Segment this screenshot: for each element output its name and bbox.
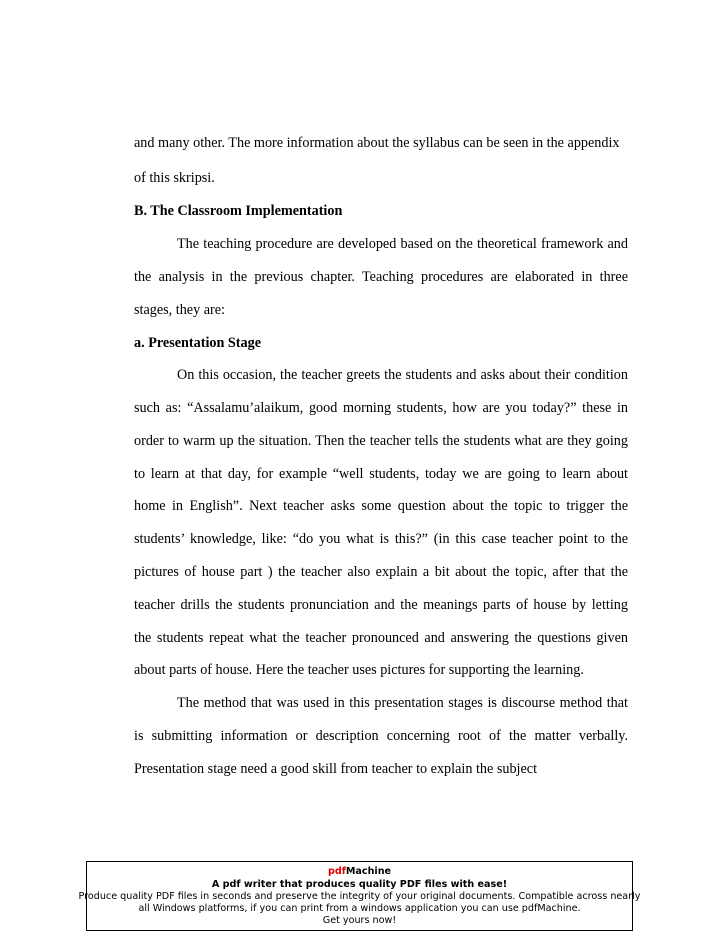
body-line: order to warm up the situation. Then the teacher tells the students what are they going: [134, 433, 628, 449]
body-line: about parts of house. Here the teacher uses pictures for supporting the learning.: [134, 662, 584, 678]
body-line: The teaching procedure are developed based on the theoretical framework and: [177, 236, 628, 252]
footer-cta: Get yours now!: [322, 915, 397, 926]
subsection-heading: a. Presentation Stage: [134, 335, 262, 351]
body-line: to learn at that day, for example “well students, today we are going to learn about: [134, 466, 628, 482]
body-line: home in English”. Next teacher asks some question about the topic to trigger the: [134, 498, 628, 514]
body-line: teacher drills the students pronunciation and the meanings parts of house by letting: [134, 597, 628, 613]
body-line: such as: “Assalamu’alaikum, good morning students, how are you today?” these in: [134, 400, 628, 416]
body-line: the analysis in the previous chapter. Teaching procedures are elaborated in three: [134, 269, 628, 285]
body-line: The method that was used in this presentation stages is discourse method that: [177, 695, 628, 711]
section-heading: B. The Classroom Implementation: [134, 203, 343, 219]
body-line: and many other. The more information about the syllabus can be seen in the appendix: [134, 135, 620, 151]
footer-tagline: A pdf writer that produces quality PDF files with ease!: [211, 879, 508, 890]
body-line: stages, they are:: [134, 302, 225, 318]
body-line: the students repeat what the teacher pronounced and answering the questions given: [134, 630, 628, 646]
body-line: pictures of house part ) the teacher also explain a bit about the topic, after that the: [134, 564, 628, 580]
pdfmachine-footer-box: [78, 861, 641, 931]
brand-pdf-text: pdf: [327, 866, 346, 877]
body-line: of this skripsi.: [134, 170, 215, 186]
body-line: Presentation stage need a good skill from teacher to explain the subject: [134, 761, 538, 777]
body-line: students’ knowledge, like: “do you what is this?” (in this case teacher point to the: [134, 531, 628, 547]
pdfmachine-brand: [87, 866, 632, 878]
footer-description: Produce quality PDF files in seconds and preserve the integrity of your original documents. Compatible across nearly all Windows platforms, if you can print from a windows application you can use pdfMachine.: [78, 891, 641, 914]
body-line: is submitting information or description concerning root of the matter verbally.: [134, 728, 628, 744]
body-line: On this occasion, the teacher greets the students and asks about their condition: [177, 367, 628, 383]
brand-machine-text: Machine: [345, 866, 392, 877]
